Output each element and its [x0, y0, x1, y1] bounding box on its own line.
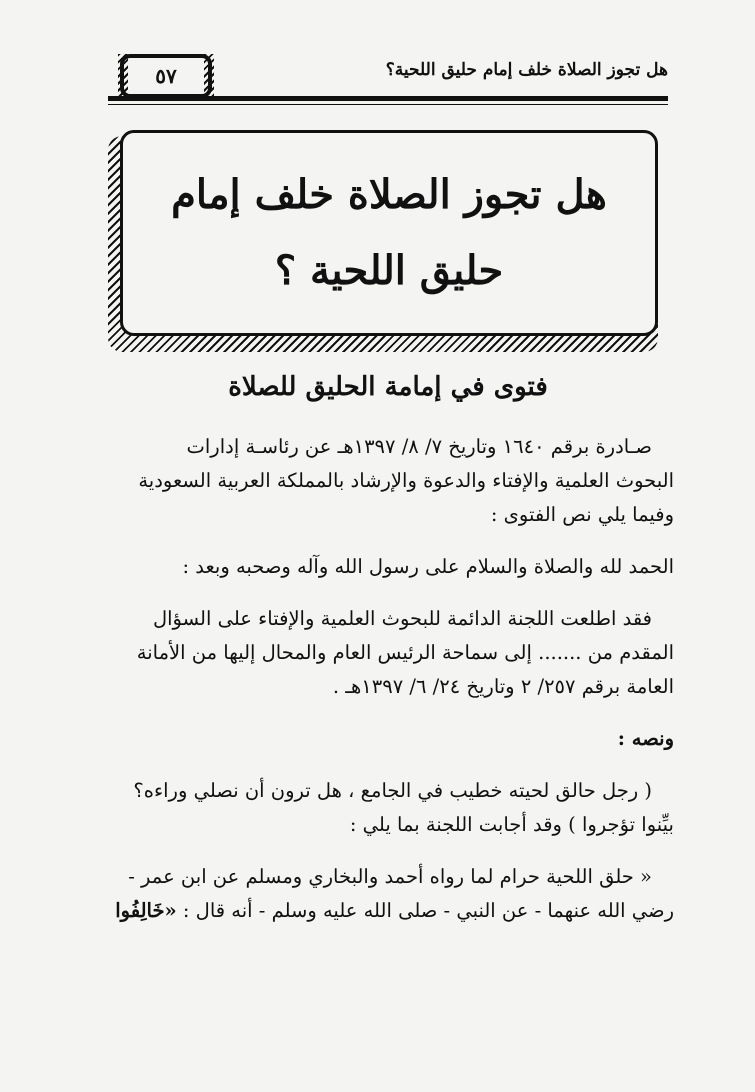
issuance-line-3: وفيما يلي نص الفتوى :: [490, 503, 674, 526]
committee-line-3: العامة برقم ٢٥٧/ ٢ وتاريخ ٢٤/ ٦/ ١٣٩٧هـ .: [332, 675, 674, 698]
answer-line-2: رضي الله عنهما - عن النبي - صلى الله عليه وسلم - أنه قال :: [182, 899, 674, 922]
answer-line-1: « حلق اللحية حرام لما رواه أحمد والبخاري ومسلم عن ابن عمر -: [128, 865, 652, 888]
running-title: هل تجوز الصلاة خلف إمام حليق اللحية؟: [385, 60, 668, 80]
issuance-line-2: البحوث العلمية والإفتاء والدعوة والإرشاد بالمملكة العربية السعودية: [138, 469, 674, 492]
committee-line-1: فقد اطلعت اللجنة الدائمة للبحوث العلمية والإفتاء على السؤال: [152, 607, 652, 630]
paragraph-committee: [108, 602, 674, 704]
issuance-line-1: صـادرة برقم ١٦٤٠ وتاريخ ٧/ ٨/ ١٣٩٧هـ عن رئاسـة إدارات: [186, 435, 652, 458]
header-rule-thick: [108, 96, 668, 101]
paragraph-question: [108, 774, 674, 842]
chapter-title-frame: [108, 130, 668, 352]
paragraph-praise: [108, 550, 674, 584]
chapter-title-box: [120, 130, 658, 336]
question-label: ونصه :: [617, 727, 674, 750]
header-rule-thin: [108, 104, 668, 105]
page-number-badge: ٥٧: [120, 54, 212, 98]
question-line-2: بيِّنوا تؤجروا ) وقد أجابت اللجنة بما يلي :: [349, 813, 674, 836]
paragraph-answer: [108, 860, 674, 928]
question-line-1: ( رجل حالق لحيته خطيب في الجامع ، هل ترون أن نصلي وراءه؟: [133, 779, 652, 802]
page-header: [108, 48, 668, 96]
section-subheading: فتوى في إمامة الحليق للصلاة: [228, 372, 548, 402]
answer-line-2-quote: «خَالِفُوا: [115, 899, 177, 922]
committee-line-2: المقدم من ....... إلى سماحة الرئيس العام والمحال إليها من الأمانة: [136, 641, 674, 664]
praise-line: الحمد لله والصلاة والسلام على رسول الله وآله وصحبه وبعد :: [182, 555, 674, 578]
chapter-title-line-1: هل تجوز الصلاة خلف إمام: [171, 171, 607, 218]
chapter-title-line-2: حليق اللحية ؟: [274, 247, 504, 294]
body-text: [108, 430, 674, 946]
paragraph-issuance: [108, 430, 674, 532]
